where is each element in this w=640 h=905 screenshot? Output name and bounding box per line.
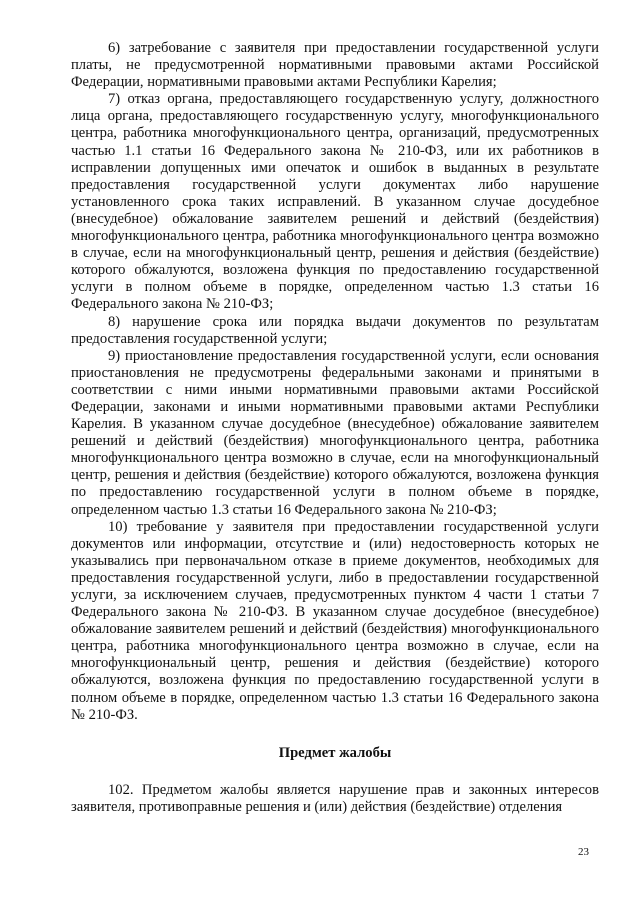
list-item-10: 10) требование у заявителя при предоставлении государственной услуги документов или информации, отсутствие и (или) недостоверность которых не указывались при первоначальном отказе в приеме документов, необходимых для предоставления государственной услуги, либо в предоставлении государственной услуги, за исключением случаев, предусмотренных пунктом 4 части 1 статьи 7 Федерального закона № 210-ФЗ. В указанном случае досудебное (внесудебное) обжалование заявителем решений и действий (бездействия) многофункционального центра, работника многофункционального центра возможно в случае, если на многофункциональный центр, решения и действия (бездействие) которого обжалуются, возложена функция по предоставлению государственной услуги в полном объеме в порядке, определенном частью 1.3 статьи 16 Федерального закона № 210-ФЗ.: [71, 518, 599, 723]
list-item-7: 7) отказ органа, предоставляющего государственную услугу, должностного лица органа, предоставляющего государственную услугу, многофункционального центра, работника многофункционального центра, организаций, предусмотренных частью 1.1 статьи 16 Федерального закона № 210-ФЗ, или их работников в исправлении допущенных ими опечаток и ошибок в выданных в результате предоставления государственной услуги документах либо нарушение установленного срока таких исправлений. В указанном случае досудебное (внесудебное) обжалование заявителем решений и действий (бездействия) многофункционального центра, работника многофункционального центра возможно в случае, если на многофункциональный центр, решения и действия (бездействие) которого обжалуются, возложена функция по предоставлению государственной услуги в полном объеме в порядке, определенном частью 1.3 статьи 16 Федерального закона № 210-ФЗ;: [71, 91, 599, 313]
page-number: 23: [578, 846, 589, 858]
section-heading: Предмет жалобы: [278, 744, 392, 761]
list-item-6: 6) затребование с заявителя при предоставлении государственной услуги платы, не предусмотренной нормативными правовыми актами Российской Федерации, нормативными правовыми актами Республики Карелия;: [71, 40, 599, 91]
list-item-8: 8) нарушение срока или порядка выдачи документов по результатам предоставления государственной услуги;: [71, 313, 599, 347]
paragraph-102: 102. Предметом жалобы является нарушение прав и законных интересов заявителя, противоправные решения и (или) действия (бездействие) отделения: [71, 781, 599, 815]
list-item-9: 9) приостановление предоставления государственной услуги, если основания приостановления не предусмотрены федеральными законами и принятыми в соответствии с ними иными нормативными правовыми актами Российской Федерации, законами и иными нормативными правовыми актами Республики Карелия. В указанном случае досудебное (внесудебное) обжалование заявителем решений и действий (бездействия) многофункционального центра, работника многофункционального центра возможно в случае, если на многофункциональный центр, решения и действия (бездействие) которого обжалуются, возложена функция по предоставлению государственной услуги в полном объеме в порядке, определенном частью 1.3 статьи 16 Федерального закона № 210-ФЗ;: [71, 347, 599, 518]
document-page: [71, 40, 599, 816]
